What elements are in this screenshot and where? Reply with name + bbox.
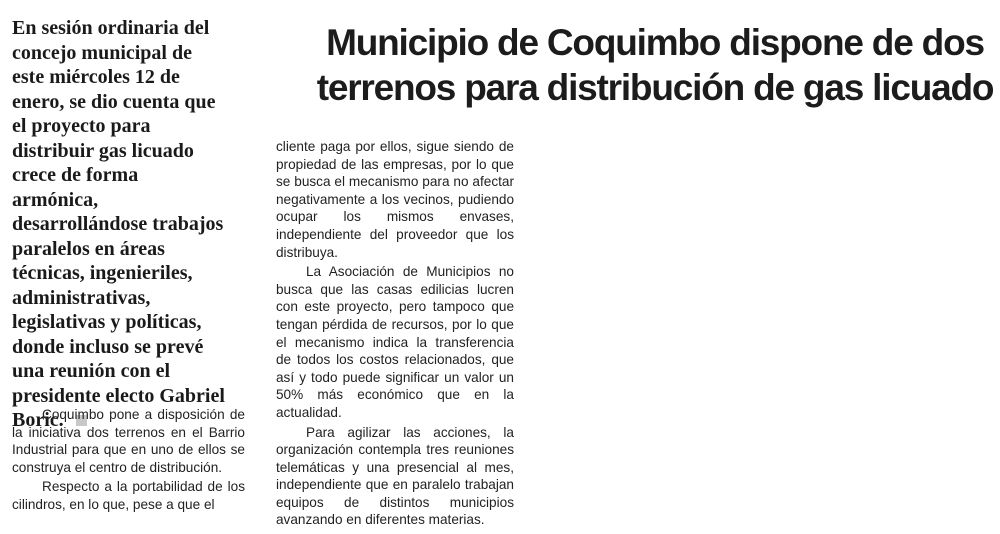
- body-column-middle: [276, 138, 514, 529]
- body-paragraph: cliente paga por ellos, sigue siendo de propiedad de las empresas, por lo que se busca el mecanismo para no afectar negativamente a los vecinos, pudiendo ocupar los mismos envases, independiente del proveedor que los distribuya.: [276, 139, 514, 260]
- lead-text: En sesión ordinaria del concejo municipal de este miércoles 12 de enero, se dio cuenta que el proyecto para distribuir gas licuado crece de forma armónica, desarrollándose trabajos paralelos en áreas técnicas, ingenieriles, administrativas, legislativas y políticas, donde incluso se prevé una reunión con el presidente electo Gabriel Boric.: [12, 17, 225, 431]
- article-headline: Municipio de Coquimbo dispone de dos terrenos para distribución de gas licuado: [316, 22, 994, 108]
- body-paragraph: Para agilizar las acciones, la organización contempla tres reuniones telemáticas y una presencial al mes, independiente que en paralelo trabajan equipos de distintos municipios avanzando en diferentes materias.: [276, 424, 514, 528]
- body-paragraph: Coquimbo pone a disposición de la iniciativa dos terrenos en el Barrio Industrial para que en uno de ellos se construya el centro de distribución.: [12, 407, 245, 475]
- body-paragraph: La Asociación de Municipios no busca que las casas edilicias lucren con este proyecto, pero tampoco que tengan pérdida de recursos, por lo que el mecanismo indica la transferencia de todos los costos relacionados, que así y todo puede significar un valor un 50% más económico que en la actualidad.: [276, 264, 514, 420]
- body-column-left: [12, 406, 245, 514]
- body-paragraph: Respecto a la portabilidad de los cilindros, en lo que, pese a que el: [12, 479, 245, 512]
- article-lead: [12, 16, 227, 433]
